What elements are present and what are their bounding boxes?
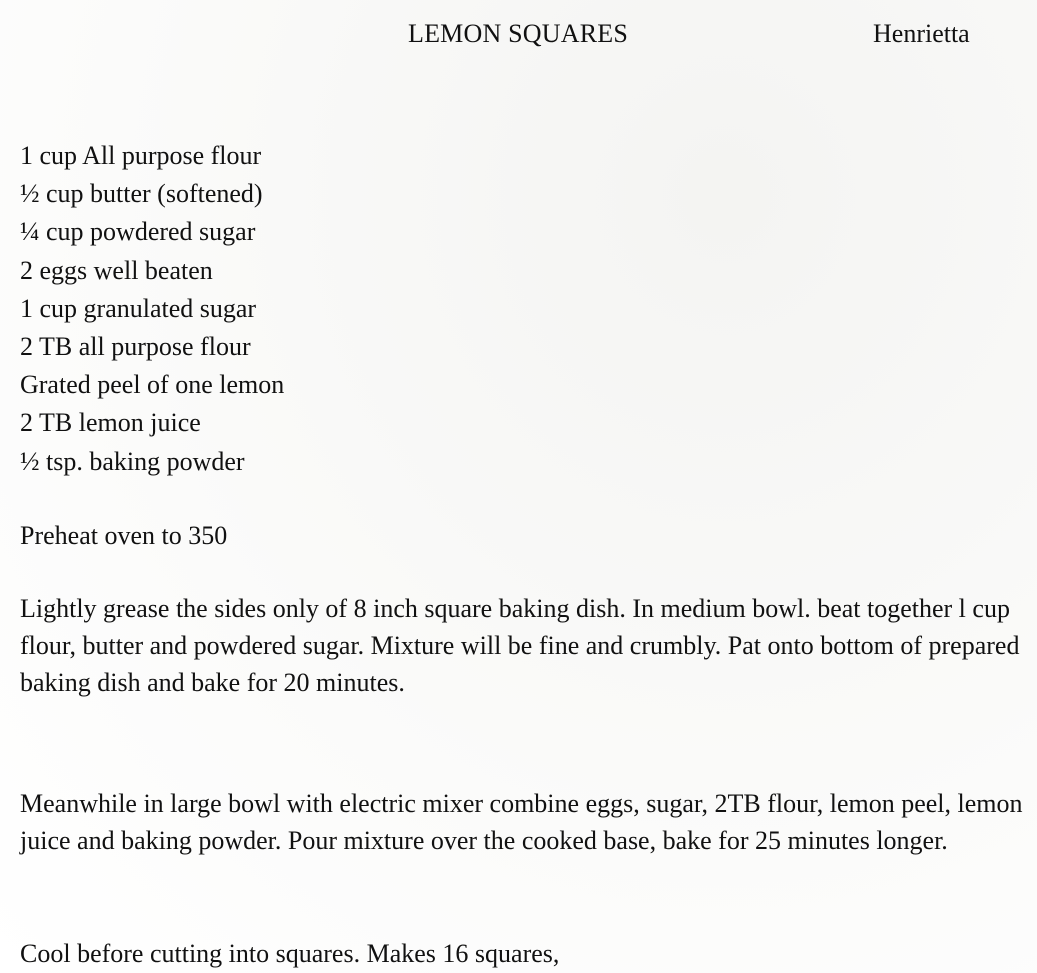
ingredient-item: ½ cup butter (softened) — [20, 179, 263, 209]
ingredient-list — [20, 137, 284, 481]
ingredient-item: 1 cup All purpose flour — [20, 141, 262, 170]
recipe-title: LEMON SQUARES — [408, 19, 629, 48]
instruction-step-2: Meanwhile in large bowl with electric mixer combine eggs, sugar, 2TB flour, lemon peel, lemon juice and baking powder. Pour mixture over the cooked base, bake for 25 minutes longer. — [20, 789, 1023, 855]
ingredient-item: Grated peel of one lemon — [20, 370, 285, 400]
ingredient-item: 2 TB lemon juice — [20, 408, 201, 438]
instruction-step-1: Lightly grease the sides only of 8 inch square baking dish. In medium bowl. beat together l cup flour, butter and powdered sugar. Mixture will be fine and crumbly. Pat onto bottom of prepared baking dish and bake for 20 minutes. — [20, 594, 1020, 697]
preheat-instruction: Preheat oven to 350 — [20, 521, 228, 550]
ingredient-item: ¼ cup powdered sugar — [20, 217, 256, 247]
ingredient-item: 1 cup granulated sugar — [20, 293, 257, 323]
instruction-step-3: Cool before cutting into squares. Makes 16 squares, — [20, 939, 560, 968]
ingredient-item: 2 eggs well beaten — [20, 255, 213, 285]
ingredient-item: ½ tsp. baking powder — [20, 446, 245, 476]
ingredient-item: 2 TB all purpose flour — [20, 332, 251, 362]
recipe-author: Henrietta — [873, 19, 970, 48]
